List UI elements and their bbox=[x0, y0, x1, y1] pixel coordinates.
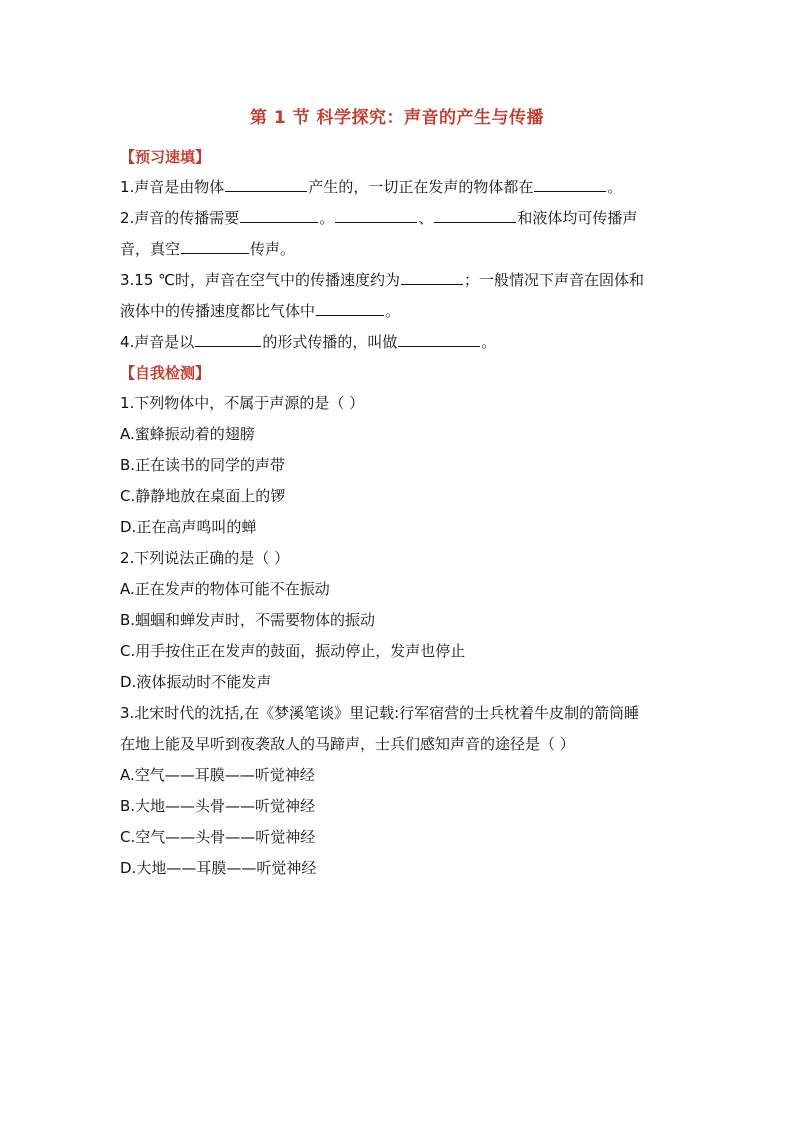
option-d[interactable]: D.大地——耳膜——听觉神经 bbox=[120, 859, 317, 877]
option-d[interactable]: D.液体振动时不能发声 bbox=[120, 673, 272, 691]
option-c[interactable]: C.空气——头骨——听觉神经 bbox=[120, 828, 316, 846]
preview-question-4: 4.声音是以 的形式传播的，叫做 。 bbox=[120, 333, 497, 351]
section-heading-preview: 【预习速填】 bbox=[120, 148, 211, 166]
option-a[interactable]: A.空气——耳膜——听觉神经 bbox=[120, 766, 315, 784]
option-c[interactable]: C.用手按住正在发声的鼓面，振动停止，发声也停止 bbox=[120, 642, 466, 660]
answer-blank[interactable] bbox=[316, 300, 384, 316]
answer-blank[interactable] bbox=[240, 207, 318, 223]
option-b[interactable]: B.大地——头骨——听觉神经 bbox=[120, 797, 316, 815]
check-question-1-stem: 1.下列物体中，不属于声源的是（ ） bbox=[120, 394, 365, 412]
check-question-3-stem: 3.北宋时代的沈括,在《梦溪笔谈》里记载:行军宿营的士兵枕着牛皮制的箭筒睡 bbox=[120, 704, 640, 722]
option-a[interactable]: A.蜜蜂振动着的翅膀 bbox=[120, 425, 255, 443]
preview-question-3-cont: 液体中的传播速度都比气体中 。 bbox=[120, 302, 401, 320]
answer-blank[interactable] bbox=[181, 238, 249, 254]
check-question-2-stem: 2.下列说法正确的是（ ） bbox=[120, 549, 290, 567]
preview-question-3: 3.15 ℃时，声音在空气中的传播速度约为 ；一般情况下声音在固体和 bbox=[120, 271, 645, 289]
answer-blank[interactable] bbox=[401, 269, 463, 285]
option-b[interactable]: B.蝈蝈和蝉发声时，不需要物体的振动 bbox=[120, 611, 376, 629]
answer-blank[interactable] bbox=[225, 176, 307, 192]
option-a[interactable]: A.正在发声的物体可能不在振动 bbox=[120, 580, 330, 598]
answer-blank[interactable] bbox=[195, 331, 261, 347]
page-title: 第 1 节 科学探究：声音的产生与传播 bbox=[249, 108, 545, 128]
option-c[interactable]: C.静静地放在桌面上的锣 bbox=[120, 487, 286, 505]
option-b[interactable]: B.正在读书的同学的声带 bbox=[120, 456, 286, 474]
preview-question-1: 1.声音是由物体 产生的，一切正在发声的物体都在 。 bbox=[120, 178, 623, 196]
preview-question-2: 2.声音的传播需要 。 、 和液体均可传播声 bbox=[120, 209, 638, 227]
section-heading-check: 【自我检测】 bbox=[120, 364, 211, 382]
answer-blank[interactable] bbox=[434, 207, 516, 223]
answer-blank[interactable] bbox=[335, 207, 417, 223]
answer-blank[interactable] bbox=[398, 331, 480, 347]
answer-blank[interactable] bbox=[534, 176, 606, 192]
option-d[interactable]: D.正在高声鸣叫的蝉 bbox=[120, 518, 257, 536]
check-question-3-stem-cont: 在地上能及早听到夜袭敌人的马蹄声，士兵们感知声音的途径是（ ） bbox=[120, 735, 575, 753]
preview-question-2-cont: 音，真空 传声。 bbox=[120, 240, 296, 258]
